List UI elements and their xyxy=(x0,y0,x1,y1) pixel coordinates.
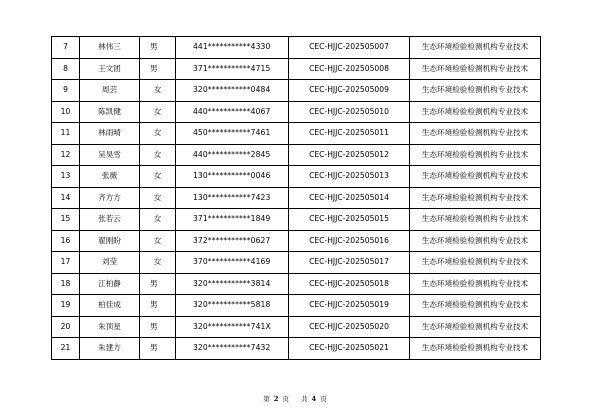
cell-category: 生态环境检验检测机构专业技术 xyxy=(410,338,541,360)
cell-name: 刘莹 xyxy=(80,252,140,274)
cell-serial-number: 18 xyxy=(52,273,80,295)
cell-category: 生态环境检验检测机构专业技术 xyxy=(410,80,541,102)
cell-category: 生态环境检验检测机构专业技术 xyxy=(410,316,541,338)
cell-gender: 女 xyxy=(140,101,176,123)
cell-id-number: 371***********1849 xyxy=(176,209,289,231)
cell-id-number: 440***********4067 xyxy=(176,101,289,123)
cell-name: 朱顶星 xyxy=(80,316,140,338)
table-row xyxy=(52,37,541,59)
cell-id-number: 440***********2845 xyxy=(176,144,289,166)
personnel-table xyxy=(51,36,541,360)
cell-category: 生态环境检验检测机构专业技术 xyxy=(410,252,541,274)
table-row xyxy=(52,123,541,145)
cell-certificate-number: CEC-HJJC-202505015 xyxy=(289,209,410,231)
cell-category: 生态环境检验检测机构专业技术 xyxy=(410,295,541,317)
cell-category: 生态环境检验检测机构专业技术 xyxy=(410,123,541,145)
cell-id-number: 320***********7432 xyxy=(176,338,289,360)
table-row xyxy=(52,230,541,252)
cell-gender: 女 xyxy=(140,144,176,166)
table-row xyxy=(52,295,541,317)
cell-category: 生态环境检验检测机构专业技术 xyxy=(410,273,541,295)
cell-serial-number: 15 xyxy=(52,209,80,231)
cell-certificate-number: CEC-HJJC-202505014 xyxy=(289,187,410,209)
cell-gender: 男 xyxy=(140,316,176,338)
cell-id-number: 372***********0627 xyxy=(176,230,289,252)
cell-gender: 男 xyxy=(140,295,176,317)
cell-name: 王文团 xyxy=(80,58,140,80)
cell-name: 翟刚盼 xyxy=(80,230,140,252)
footer-total-pages: 4 xyxy=(311,395,317,403)
table-row xyxy=(52,316,541,338)
cell-serial-number: 8 xyxy=(52,58,80,80)
table-row xyxy=(52,101,541,123)
cell-gender: 男 xyxy=(140,37,176,59)
cell-certificate-number: CEC-HJJC-202505008 xyxy=(289,58,410,80)
cell-id-number: 130***********7423 xyxy=(176,187,289,209)
cell-id-number: 450***********7461 xyxy=(176,123,289,145)
table-row xyxy=(52,144,541,166)
cell-category: 生态环境检验检测机构专业技术 xyxy=(410,209,541,231)
cell-serial-number: 10 xyxy=(52,101,80,123)
cell-id-number: 320***********5818 xyxy=(176,295,289,317)
cell-serial-number: 21 xyxy=(52,338,80,360)
page-footer xyxy=(0,394,590,403)
cell-serial-number: 9 xyxy=(52,80,80,102)
cell-serial-number: 16 xyxy=(52,230,80,252)
footer-total-unit: 页 xyxy=(320,395,327,403)
cell-gender: 女 xyxy=(140,166,176,188)
cell-category: 生态环境检验检测机构专业技术 xyxy=(410,166,541,188)
cell-serial-number: 20 xyxy=(52,316,80,338)
cell-certificate-number: CEC-HJJC-202505010 xyxy=(289,101,410,123)
cell-category: 生态环境检验检测机构专业技术 xyxy=(410,37,541,59)
cell-certificate-number: CEC-HJJC-202505021 xyxy=(289,338,410,360)
cell-certificate-number: CEC-HJJC-202505007 xyxy=(289,37,410,59)
table-row xyxy=(52,187,541,209)
cell-gender: 女 xyxy=(140,187,176,209)
cell-id-number: 441***********4330 xyxy=(176,37,289,59)
cell-name: 柏佳成 xyxy=(80,295,140,317)
table-row xyxy=(52,58,541,80)
cell-id-number: 130***********0046 xyxy=(176,166,289,188)
footer-page-unit: 页 xyxy=(282,395,289,403)
cell-serial-number: 7 xyxy=(52,37,80,59)
footer-total-prefix: 共 xyxy=(301,395,308,403)
cell-gender: 女 xyxy=(140,123,176,145)
cell-category: 生态环境检验检测机构专业技术 xyxy=(410,187,541,209)
cell-serial-number: 19 xyxy=(52,295,80,317)
cell-id-number: 320***********3814 xyxy=(176,273,289,295)
cell-name: 张薇 xyxy=(80,166,140,188)
cell-gender: 男 xyxy=(140,338,176,360)
cell-id-number: 320***********741X xyxy=(176,316,289,338)
cell-gender: 男 xyxy=(140,58,176,80)
cell-certificate-number: CEC-HJJC-202505017 xyxy=(289,252,410,274)
cell-gender: 女 xyxy=(140,230,176,252)
cell-serial-number: 12 xyxy=(52,144,80,166)
personnel-table-body xyxy=(52,37,541,360)
cell-certificate-number: CEC-HJJC-202505009 xyxy=(289,80,410,102)
cell-name: 林伟三 xyxy=(80,37,140,59)
cell-id-number: 371***********4715 xyxy=(176,58,289,80)
cell-name: 朱建方 xyxy=(80,338,140,360)
cell-gender: 女 xyxy=(140,252,176,274)
cell-certificate-number: CEC-HJJC-202505012 xyxy=(289,144,410,166)
cell-name: 江柏静 xyxy=(80,273,140,295)
cell-name: 林雨晴 xyxy=(80,123,140,145)
cell-gender: 女 xyxy=(140,209,176,231)
cell-name: 齐方方 xyxy=(80,187,140,209)
cell-certificate-number: CEC-HJJC-202505013 xyxy=(289,166,410,188)
table-row xyxy=(52,338,541,360)
cell-serial-number: 17 xyxy=(52,252,80,274)
cell-serial-number: 13 xyxy=(52,166,80,188)
cell-gender: 女 xyxy=(140,80,176,102)
cell-name: 吴昊雪 xyxy=(80,144,140,166)
cell-id-number: 370***********4169 xyxy=(176,252,289,274)
cell-category: 生态环境检验检测机构专业技术 xyxy=(410,58,541,80)
cell-category: 生态环境检验检测机构专业技术 xyxy=(410,144,541,166)
cell-serial-number: 11 xyxy=(52,123,80,145)
table-row xyxy=(52,166,541,188)
cell-category: 生态环境检验检测机构专业技术 xyxy=(410,230,541,252)
table-row xyxy=(52,80,541,102)
table-row xyxy=(52,273,541,295)
cell-certificate-number: CEC-HJJC-202505019 xyxy=(289,295,410,317)
cell-gender: 男 xyxy=(140,273,176,295)
cell-id-number: 320***********0484 xyxy=(176,80,289,102)
cell-name: 周芸 xyxy=(80,80,140,102)
cell-name: 张若云 xyxy=(80,209,140,231)
cell-category: 生态环境检验检测机构专业技术 xyxy=(410,101,541,123)
cell-certificate-number: CEC-HJJC-202505011 xyxy=(289,123,410,145)
cell-serial-number: 14 xyxy=(52,187,80,209)
cell-name: 陈凯健 xyxy=(80,101,140,123)
table-row xyxy=(52,209,541,231)
cell-certificate-number: CEC-HJJC-202505018 xyxy=(289,273,410,295)
footer-prefix: 第 xyxy=(263,395,270,403)
cell-certificate-number: CEC-HJJC-202505020 xyxy=(289,316,410,338)
cell-certificate-number: CEC-HJJC-202505016 xyxy=(289,230,410,252)
table-row xyxy=(52,252,541,274)
footer-page-number: 2 xyxy=(273,395,279,403)
